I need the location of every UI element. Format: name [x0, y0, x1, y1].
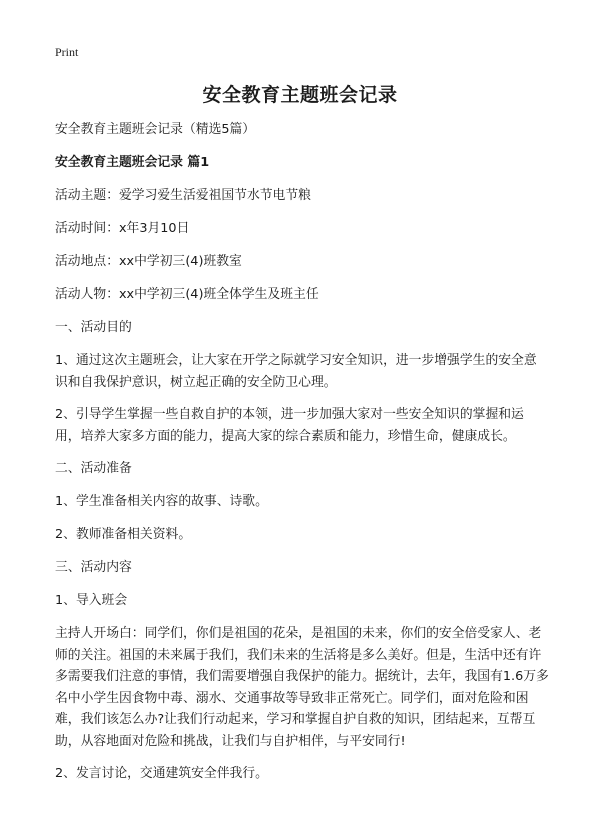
- host-opening-remarks: 主持人开场白：同学们，你们是祖国的花朵，是祖国的未来，你们的安全倍受家人、老师的关注。祖国的未来属于我们，我们未来的生活将是多么美好。但是，生活中还有许多需要我们注意的事情，我们需要增强自我保护的能力。据统计，去年，我国有1.6万多名中小学生因食物中毒、溺水、交通事故等导致非正常死亡。同学们，面对危险和困难，我们该怎么办?让我们行动起来，学习和掌握自护自救的知识，团结起来，互帮互助，从容地面对危险和挑战，让我们与自护相伴，与平安同行!: [55, 626, 549, 749]
- activity-participants: 活动人物：xx中学初三(4)班全体学生及班主任: [55, 287, 319, 302]
- section-heading-purpose: 一、活动目的: [55, 320, 132, 335]
- activity-time: 活动时间：x年3月10日: [55, 221, 190, 236]
- section-heading-content: 三、活动内容: [55, 560, 132, 575]
- document-subtitle: 安全教育主题班会记录（精选5篇）: [55, 122, 256, 137]
- part-heading: 安全教育主题班会记录 篇1: [55, 155, 210, 170]
- section-heading-preparation: 二、活动准备: [55, 461, 132, 476]
- preparation-item-2: 2、教师准备相关资料。: [55, 527, 192, 542]
- activity-theme: 活动主题：爱学习爱生活爱祖国节水节电节粮: [55, 188, 311, 203]
- print-link[interactable]: Print: [55, 45, 79, 59]
- activity-location: 活动地点：xx中学初三(4)班教室: [55, 254, 242, 269]
- document-body: [55, 119, 549, 796]
- preparation-item-1: 1、学生准备相关内容的故事、诗歌。: [55, 494, 268, 509]
- content-item-2: 2、发言讨论，交通建筑安全伴我行。: [55, 766, 268, 781]
- content-item-1: 1、导入班会: [55, 593, 128, 608]
- document-title: 安全教育主题班会记录: [202, 84, 398, 106]
- purpose-item-1: 1、通过这次主题班会，让大家在开学之际就学习安全知识，进一步增强学生的安全意识和自我保护意识，树立起正确的安全防卫心理。: [55, 353, 537, 390]
- purpose-item-2: 2、引导学生掌握一些自救自护的本领，进一步加强大家对一些安全知识的掌握和运用，培养大家多方面的能力，提高大家的综合素质和能力，珍惜生命，健康成长。: [55, 407, 524, 444]
